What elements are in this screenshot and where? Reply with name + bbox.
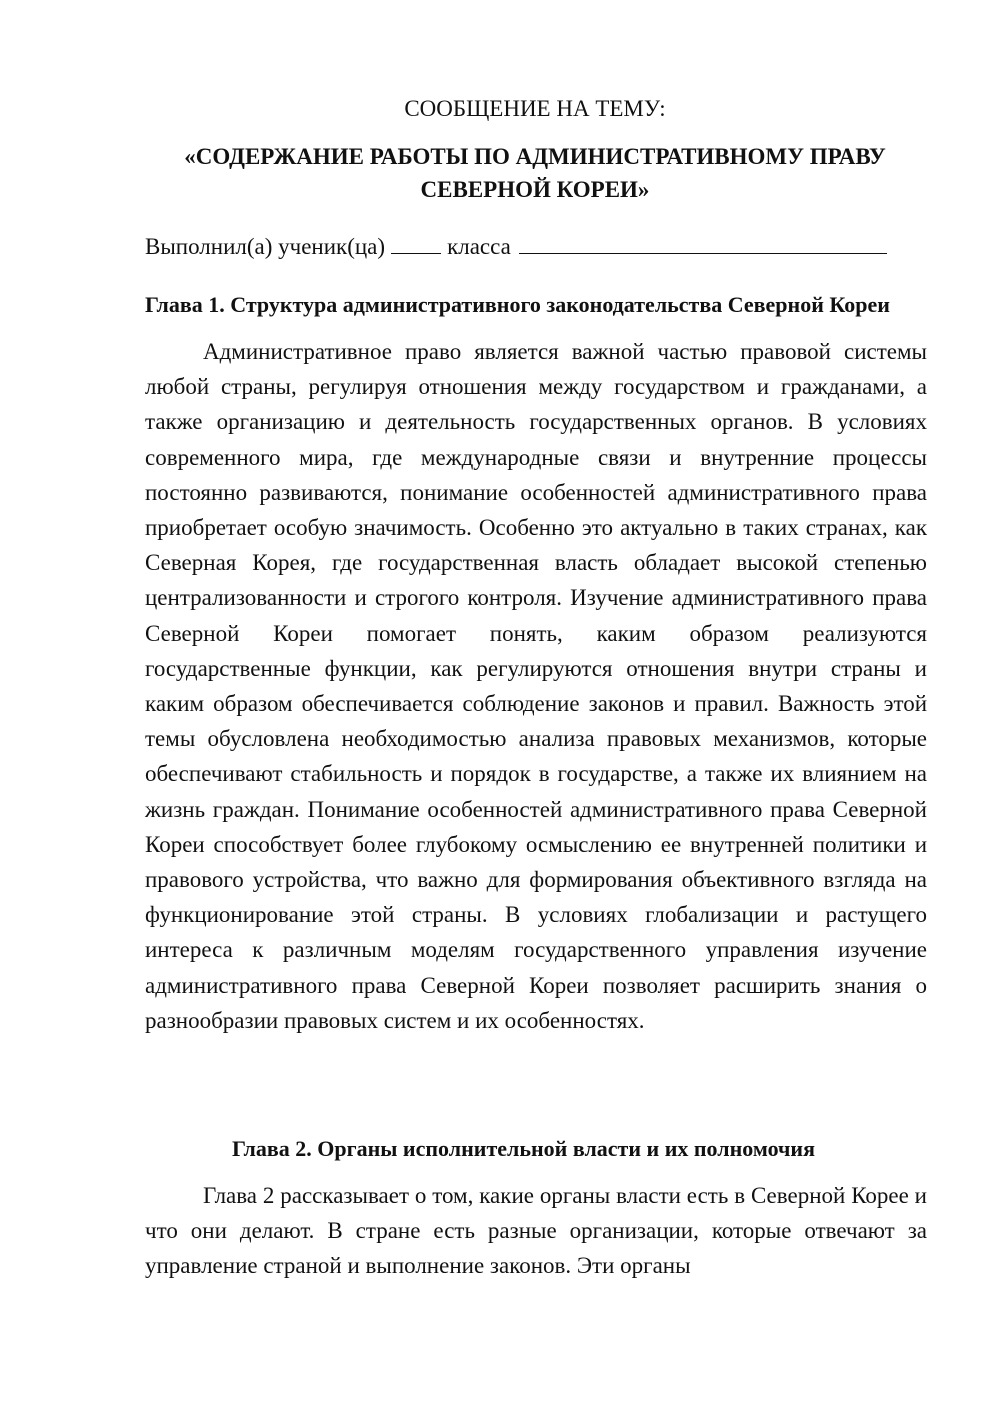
- chapter-2-heading: Глава 2. Органы исполнительной власти и их полномочия: [232, 1136, 815, 1161]
- completed-by-label: Выполнил(а) ученик(ца): [145, 234, 386, 259]
- document-title-line-2: «СОДЕРЖАНИЕ РАБОТЫ ПО АДМИНИСТРАТИВНОМУ ПРАВУ: [184, 144, 886, 169]
- chapter-1-paragraph: Административное право является важной частью правовой системы любой страны, регулируя отношения между государством и гражданами, а также организацию и деятельность государственных органов. В условиях современного мира, где международные связи и внутренние процессы постоянно развиваются, понимание особенностей административного права приобретает особую значимость. Особенно это актуально в таких странах, как Северная Корея, где государственная власть обладает высокой степенью централизованности и строгого контроля. Изучение административного права Северной Кореи помогает понять, каким образом реализуются государственные функции, как регулируются отношения внутри страны и каким образом обеспечивается соблюдение законов и правил. Важность этой темы обусловлена необходимостью анализа правовых механизмов, которые обеспечивают стабильность и порядок в государстве, а также их влиянием на жизнь граждан. Понимание особенностей административного права Северной Кореи способствует более глубокому осмыслению ее внутренней политики и правового устройства, что важно для формирования объективного взгляда на функционирование этой страны. В условиях глобализации и растущего интереса к различным моделям государственного управления изучение административного права Северной Кореи позволяет расширить знания о разнообразии правовых систем и их особенностях.: [145, 339, 927, 1033]
- document-title-line-3: СЕВЕРНОЙ КОРЕИ»: [420, 177, 650, 202]
- chapter-2-paragraph: Глава 2 рассказывает о том, какие органы власти есть в Северной Корее и что они делают. В стране есть разные организации, которые отвечают за управление страной и выполнение законов. Эти органы: [145, 1183, 927, 1279]
- grade-blank-field[interactable]: [391, 233, 441, 254]
- chapter-1-heading: Глава 1. Структура административного законодательства Северной Кореи: [145, 292, 890, 317]
- class-label: класса: [447, 234, 511, 259]
- document-title-line-1: СООБЩЕНИЕ НА ТЕМУ:: [404, 96, 666, 121]
- completed-by-line: [145, 232, 935, 262]
- name-blank-field[interactable]: [519, 233, 887, 254]
